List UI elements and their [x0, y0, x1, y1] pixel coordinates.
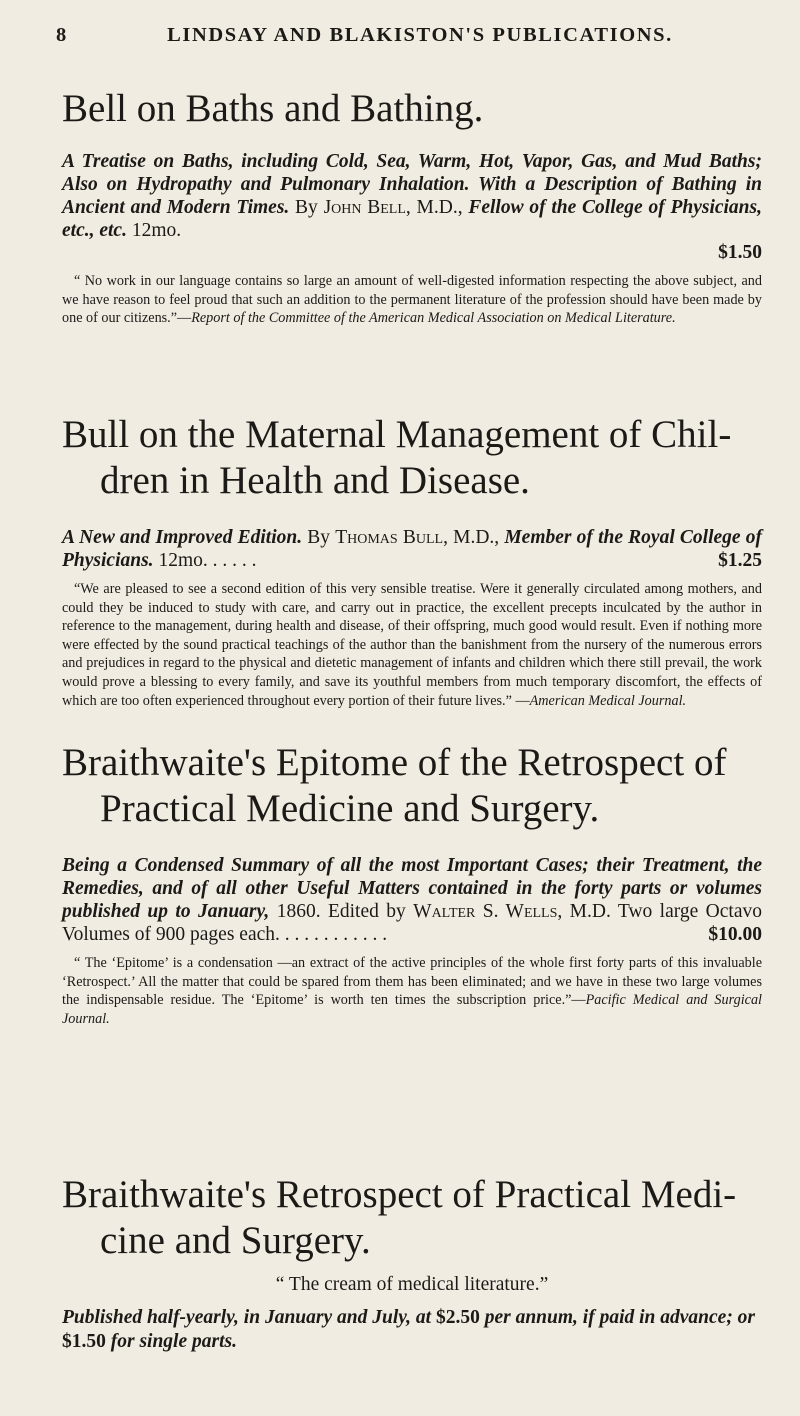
entry-title: Braithwaite's Retrospect of Practical Medi- cine and Surgery.: [62, 1173, 737, 1262]
entry-description: Being a Condensed Summary of all the most Important Cases; their Treatment, the Remedies, and of all other Useful Matters contained in the forty parts or volumes published up to January, 1860. Edited by Walter S. Wells, M.D. Two large Octavo Volumes of 900 pages each. . . . . . . . . . . . $10.00: [62, 855, 762, 945]
entry-description: A New and Improved Edition. By Thomas Bull, M.D., Member of the Royal College of Physicians. 12mo. . . . . . $1.25: [62, 527, 762, 571]
author-name: John Bell: [323, 197, 406, 218]
entry-title: Braithwaite's Epitome of the Retrospect of Practical Medicine and Surgery.: [62, 741, 727, 830]
review-source: Report of the Committee of the American Medical Association on Medical Literature.: [191, 310, 676, 327]
price: $1.50: [718, 242, 762, 263]
price: $1.25: [718, 550, 762, 571]
price: $10.00: [708, 924, 762, 945]
author-name: Walter S. Wells: [413, 901, 558, 922]
entry-braithwaite-epitome: [62, 740, 762, 1043]
review-quote: “We are pleased to see a second edition of this very sensible treatise. Were it generally circulated among mothers, and could they be induced to study with care, and carry out in practice, the excellent precepts inculcated by the author in reference to the management, during health and disease, of their offspring, much good would result. Even if nothing more were effected by the sound practical teachings of the author than the banishment from the nursery of the numerous errors and prejudices in regard to the physical and dietetic management of infants and children which there still prevail, the work would prove a blessing to every family, and save its youthful members from much temporary discomfort, the effects of which are too often experienced throughout every portion of their future lives.” —American Medical Journal.: [62, 581, 762, 709]
annual-price: $2.50: [435, 1307, 480, 1328]
review-source: American Medical Journal.: [529, 692, 687, 709]
single-part-price: $1.50: [62, 1331, 106, 1352]
tagline-quote: “ The cream of medical literature.”: [275, 1274, 549, 1295]
author-name: Thomas Bull: [335, 527, 444, 548]
entry-title: Bull on the Maternal Management of Chil- dren in Health and Disease.: [62, 413, 732, 502]
entry-braithwaite-retrospect: [62, 1172, 762, 1374]
entry-bell: [62, 86, 762, 342]
running-title: LINDSAY AND BLAKISTON'S PUBLICATIONS.: [167, 24, 673, 46]
entry-description: A Treatise on Baths, including Cold, Sea, Warm, Hot, Vapor, Gas, and Mud Baths; Also on Hydropathy and Pulmonary Inhalation. With a Description of Bathing in Ancient and Modern Times. By John Bell, M.D., Fellow of the College of Physicians, etc., etc. 12mo.: [62, 151, 762, 241]
publication-terms: Published half-yearly, in January and July, at $2.50 per annum, if paid in advance; or $1.50 for single parts.: [62, 1307, 756, 1352]
entry-bull: [62, 412, 762, 724]
page-number: 8: [56, 24, 68, 46]
review-quote: “ The ‘Epitome’ is a condensation —an extract of the active principles of the whole first forty parts of this invaluable ‘Retrospect.’ All the matter that could be spared from them has been eliminated; and we have in these two large volumes the indispensable residue. The ‘Epitome’ is worth ten times the subscription price.”—Pacific Medical and Surgical Journal.: [62, 955, 762, 1027]
review-source: Pacific Medical and Surgical Journal.: [62, 992, 762, 1027]
review-quote: “ No work in our language contains so large an amount of well-digested information respecting the above subject, and we have reason to feel proud that such an addition to the permanent literature of the profession should have been made by one of our citizens.”—Report of the Committee of the American Medical Association on Medical Literature.: [62, 273, 762, 327]
entry-title: Bell on Baths and Bathing.: [62, 87, 484, 130]
